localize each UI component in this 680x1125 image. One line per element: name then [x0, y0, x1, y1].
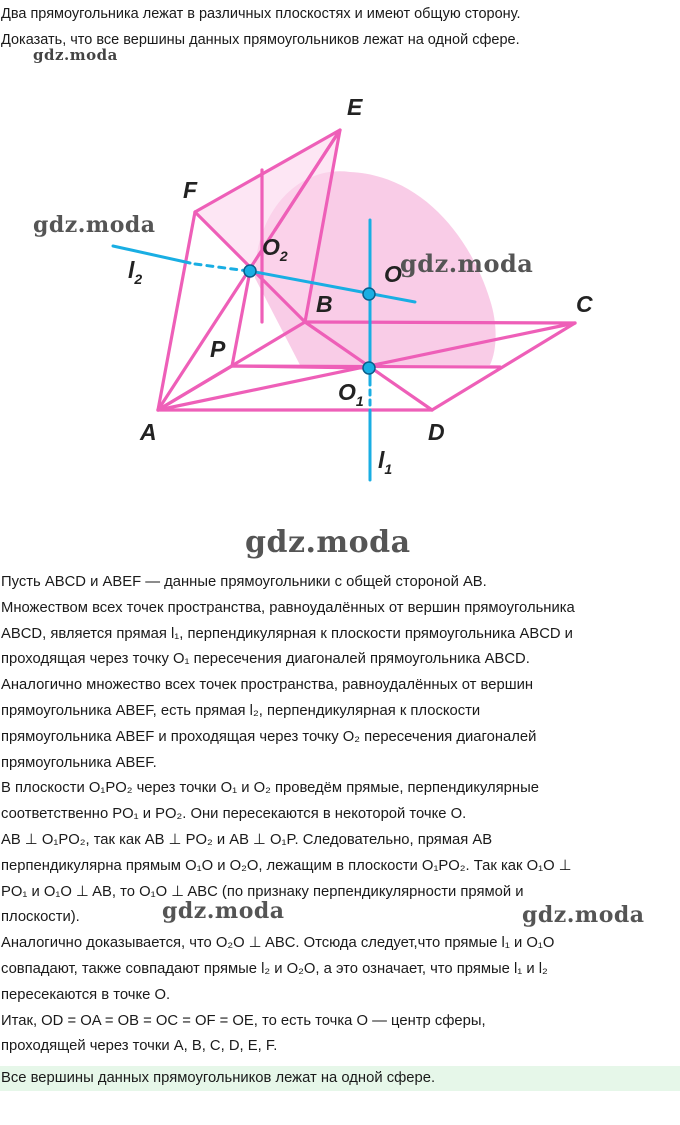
solution-text [0, 570, 680, 1060]
solution-line: Множеством всех точек пространства, равноудалённых от вершин прямоугольника [1, 599, 575, 616]
point-o1 [363, 362, 375, 374]
label-c: C [576, 291, 593, 317]
watermark: gdz.moda [400, 249, 534, 278]
label-l2: $l_2$ [128, 257, 143, 287]
conclusion-banner: Все вершины данных прямоугольников лежат на одной сфере. [0, 1066, 680, 1091]
watermark: gdz.moda [33, 46, 118, 64]
point-o2 [244, 265, 256, 277]
label-o: O [384, 261, 402, 287]
solution-line: Аналогично множество всех точек пространства, равноудалённых от вершин [1, 677, 534, 694]
label-e: E [347, 94, 363, 120]
problem-line-2: Доказать, что все вершины данных прямоугольников лежат на одной сфере. [1, 32, 520, 48]
label-p: P [210, 336, 226, 362]
label-b: B [316, 291, 333, 317]
line-l2-dashed [195, 264, 248, 271]
label-d: D [428, 419, 445, 445]
problem-line-1: Два прямоугольника лежат в различных плоскостях и имеют общую сторону. [1, 6, 521, 22]
label-o1: $O_1$ [338, 379, 364, 409]
solution-line: прямоугольника ABEF. [1, 754, 157, 771]
solution-line: плоскости). [1, 909, 80, 926]
edge-b-c [305, 322, 575, 323]
solution-line: AB ⊥ O₁PO₂, так как AB ⊥ PO₂ и AB ⊥ O₁P. Следовательно, прямая AB [1, 831, 493, 848]
label-f: F [183, 177, 198, 203]
solution-line: Итак, OD = OA = OB = OC = OF = OE, то есть точка O — центр сферы, [1, 1012, 486, 1029]
solution-line: проходящая через точку O₁ пересечения диагоналей прямоугольника ABCD. [1, 651, 530, 668]
watermark: gdz.moda [245, 525, 411, 560]
edge-p-o2 [232, 271, 250, 366]
watermark: gdz.moda [33, 212, 156, 238]
solution-line: соответственно PO₁ и PO₂. Они пересекаются в некоторой точке O. [1, 806, 467, 823]
line-l2 [113, 246, 190, 263]
solution-line: проходящей через точки A, B, C, D, E, F. [1, 1038, 278, 1055]
point-o [363, 288, 375, 300]
solution-line: прямоугольника ABEF и проходящая через точку O₂ пересечения диагоналей [1, 728, 537, 745]
solution-line: ABCD, является прямая l₁, перпендикулярная к плоскости прямоугольника ABCD и [1, 625, 573, 642]
watermark: gdz.moda [162, 898, 285, 924]
solution-line: В плоскости O₁PO₂ через точки O₁ и O₂ проведём прямые, перпендикулярные [1, 780, 539, 797]
label-o2: $O_2$ [262, 234, 288, 264]
solution-line: перпендикулярна прямым O₁O и O₂O, лежащим в плоскости O₁PO₂. Так как O₁O ⊥ [1, 857, 572, 874]
solution-line: Аналогично доказывается, что O₂O ⊥ ABC. Отсюда следует,что прямые l₁ и O₁O [1, 935, 555, 952]
solution-line: PO₁ и O₁O ⊥ AB, то O₁O ⊥ ABC (по признаку перпендикулярности прямой и [1, 883, 524, 900]
geometry-figure [0, 60, 680, 540]
label-l1: $l_1$ [378, 447, 393, 477]
solution-line: Пусть ABCD и ABEF — данные прямоугольники с общей стороной AB. [1, 574, 487, 590]
watermark: gdz.moda [522, 902, 645, 928]
solution-line: совпадают, также совпадают прямые l₂ и O₂O, а это означает, что прямые l₁ и l₂ [1, 960, 548, 977]
solution-line: пересекаются в точке O. [1, 986, 171, 1003]
solution-line: прямоугольника ABEF, есть прямая l₂, перпендикулярная к плоскости [1, 702, 481, 719]
label-a: A [140, 419, 157, 445]
